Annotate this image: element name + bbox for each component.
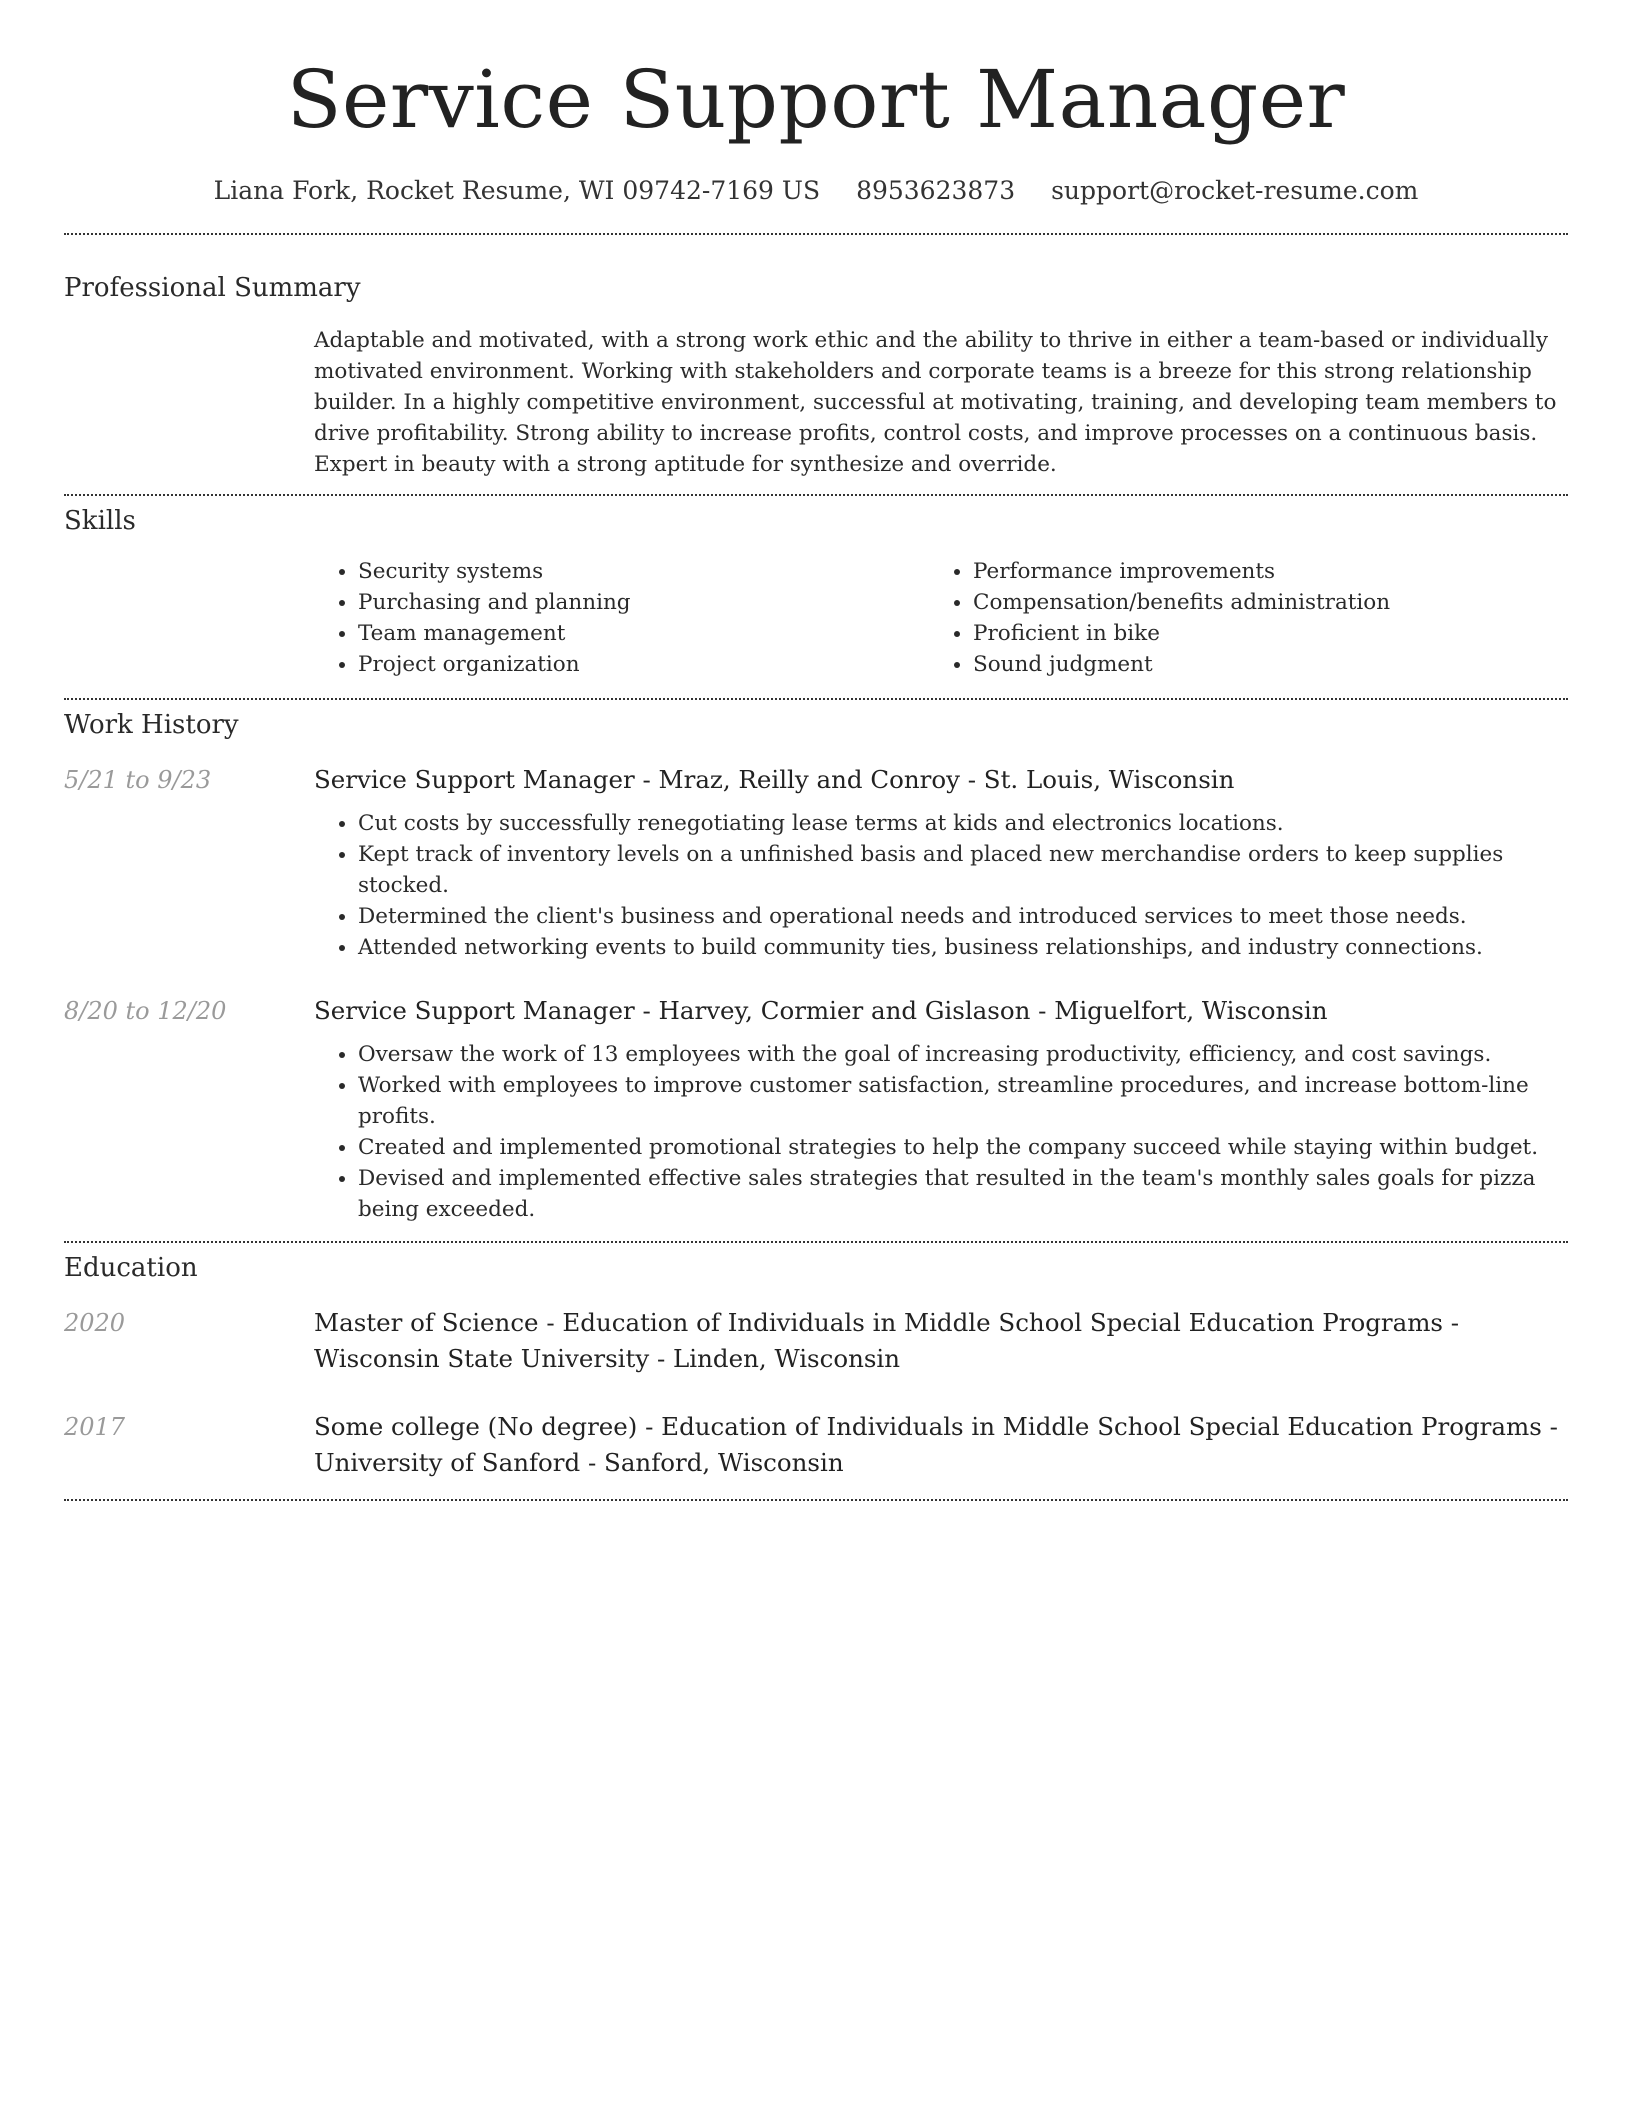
- job-bullet: • Created and implemented promotional strategies to help the company succeed while staying within budget.: [358, 1132, 1568, 1163]
- education-section: [64, 1243, 1568, 1481]
- job-entry: [64, 993, 1568, 1225]
- summary-text: Adaptable and motivated, with a strong work ethic and the ability to thrive in either a team-based or individually motivated environment. Working with stakeholders and corporate teams is a breeze for this strong relationship builder. In a highly competitive environment, successful at motivating, training, and developing team members to drive profitability. Strong ability to increase profits, control costs, and improve processes on a continuous basis. Expert in beauty with a strong aptitude for synthesize and override.: [314, 328, 1557, 477]
- job-body: [314, 993, 1568, 1225]
- skills-column-left: [314, 556, 929, 680]
- job-bullets: [314, 808, 1568, 963]
- education-entry: [64, 1409, 1568, 1481]
- work-heading: Work History: [64, 710, 239, 740]
- contact-email: support@rocket-resume.com: [1051, 176, 1419, 205]
- skill-item: • Compensation/benefits administration: [973, 587, 1544, 618]
- summary-content: [314, 325, 1568, 480]
- skill-item: • Team management: [358, 618, 929, 649]
- summary-heading: Professional Summary: [64, 273, 361, 303]
- skills-grid: [314, 556, 1568, 680]
- education-body: [314, 1409, 1568, 1481]
- education-text: Master of Science - Education of Individuals in Middle School Special Education Programs - Wisconsin State University - Linden, Wisconsin: [314, 1308, 1460, 1373]
- work-section: [64, 700, 1568, 1225]
- skills-heading: Skills: [64, 506, 136, 536]
- skills-section: [64, 496, 1568, 680]
- job-bullet: • Devised and implemented effective sales strategies that resulted in the team's monthly sales goals for pizza being exceeded.: [358, 1163, 1568, 1225]
- education-year: 2017: [64, 1413, 126, 1441]
- divider: [64, 1499, 1568, 1501]
- skill-item: • Sound judgment: [973, 649, 1544, 680]
- job-bullet: • Kept track of inventory levels on a unfinished basis and placed new merchandise orders to keep supplies stocked.: [358, 839, 1568, 901]
- job-bullet: • Worked with employees to improve customer satisfaction, streamline procedures, and increase bottom-line profits.: [358, 1070, 1568, 1132]
- skill-item: • Purchasing and planning: [358, 587, 929, 618]
- skill-item: • Project organization: [358, 649, 929, 680]
- job-bullets: [314, 1039, 1568, 1225]
- skill-item: • Proficient in bike: [973, 618, 1544, 649]
- job-dates: 5/21 to 9/23: [64, 766, 212, 794]
- education-heading: Education: [64, 1253, 198, 1283]
- job-bullet: • Oversaw the work of 13 employees with the goal of increasing productivity, efficiency, and cost savings.: [358, 1039, 1568, 1070]
- summary-section: [64, 235, 1568, 480]
- contact-line: [0, 176, 1632, 205]
- education-entry: [64, 1305, 1568, 1377]
- resume-title: Service Support Manager: [286, 53, 1346, 146]
- skill-item: • Security systems: [358, 556, 929, 587]
- job-title: Service Support Manager - Harvey, Cormier and Gislason - Miguelfort, Wisconsin: [314, 996, 1328, 1025]
- resume-header: [0, 0, 1632, 205]
- job-bullet: • Attended networking events to build community ties, business relationships, and industry connections.: [358, 932, 1568, 963]
- job-bullet: • Cut costs by successfully renegotiating lease terms at kids and electronics locations.: [358, 808, 1568, 839]
- contact-phone: 8953623873: [856, 176, 1016, 205]
- job-title: Service Support Manager - Mraz, Reilly and Conroy - St. Louis, Wisconsin: [314, 765, 1235, 794]
- education-body: [314, 1305, 1568, 1377]
- skills-column-right: [929, 556, 1544, 680]
- education-text: Some college (No degree) - Education of Individuals in Middle School Special Education Programs - University of Sanford - Sanford, Wisconsin: [314, 1412, 1558, 1477]
- job-dates: 8/20 to 12/20: [64, 997, 227, 1025]
- education-year: 2020: [64, 1309, 126, 1337]
- job-bullet: • Determined the client's business and operational needs and introduced services to meet those needs.: [358, 901, 1568, 932]
- skill-item: • Performance improvements: [973, 556, 1544, 587]
- contact-address: Liana Fork, Rocket Resume, WI 09742-7169 US: [213, 176, 821, 205]
- job-body: [314, 762, 1568, 963]
- job-entry: [64, 762, 1568, 963]
